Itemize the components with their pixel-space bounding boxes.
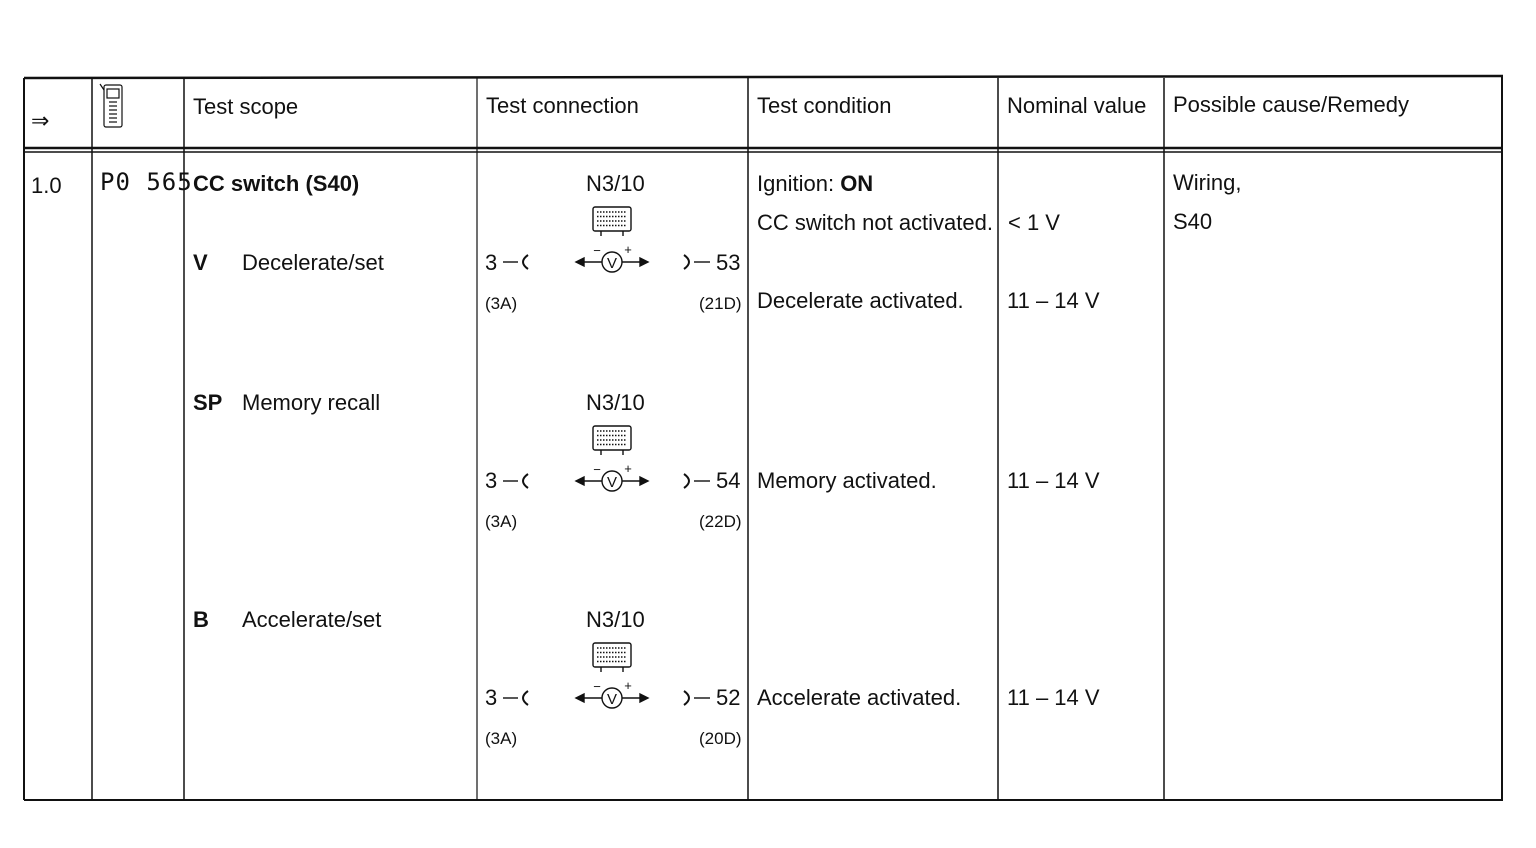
header-test-condition: Test condition xyxy=(757,93,892,118)
left-socket-icon xyxy=(523,691,528,705)
nominal-decelerate: 11 – 14 V xyxy=(1007,288,1100,313)
plus-sign: + xyxy=(624,242,632,257)
right-pin-2: 54 xyxy=(716,468,741,493)
connection-diagram-1 xyxy=(503,207,710,272)
minus-sign: − xyxy=(593,243,601,258)
right-socket-icon xyxy=(684,474,689,488)
arrow-right-icon xyxy=(640,258,648,266)
cause-wiring: Wiring, xyxy=(1173,170,1242,195)
arrow-left-icon xyxy=(576,477,584,485)
condition-ignition xyxy=(757,171,873,197)
header-possible-cause: Possible cause/Remedy xyxy=(1173,92,1410,117)
condition-decelerate: Decelerate activated. xyxy=(757,288,964,313)
left-pin-3: 3 xyxy=(485,685,498,710)
function-abbr-memory: SP xyxy=(193,390,223,415)
minus-sign: − xyxy=(593,679,601,694)
left-socket-icon xyxy=(523,255,528,269)
arrow-left-icon xyxy=(576,694,584,702)
voltmeter-symbol: V xyxy=(606,255,618,272)
arrow-left-icon xyxy=(576,258,584,266)
arrow-right-icon xyxy=(640,477,648,485)
left-pin-2: 3 xyxy=(485,468,498,493)
function-label-decelerate: Decelerate/set xyxy=(242,250,384,275)
nominal-memory: 11 – 14 V xyxy=(1007,468,1100,493)
plus-sign: + xyxy=(624,678,632,693)
nominal-accelerate: 11 – 14 V xyxy=(1007,685,1100,710)
control-module-icon xyxy=(593,643,631,667)
right-pin-1: 53 xyxy=(716,250,741,275)
function-abbr-decelerate: V xyxy=(193,250,208,275)
header-test-connection: Test connection xyxy=(486,93,639,118)
plus-sign: + xyxy=(624,461,632,476)
module-label-2: N3/10 xyxy=(586,390,645,415)
condition-accelerate: Accelerate activated. xyxy=(757,685,962,710)
left-pin-1: 3 xyxy=(485,250,498,275)
header-arrow-symbol: ⇒ xyxy=(31,108,50,133)
right-pin-3: 52 xyxy=(716,685,741,710)
function-abbr-accelerate: B xyxy=(193,607,209,632)
connection-diagram-3 xyxy=(503,643,710,708)
voltmeter-symbol: V xyxy=(606,474,618,491)
cause-switch: S40 xyxy=(1173,209,1213,234)
right-sub-3: (20D) xyxy=(699,729,742,748)
fault-code: P0 565 xyxy=(100,168,193,196)
module-label-3: N3/10 xyxy=(586,607,645,632)
ignition-value: ON xyxy=(840,171,874,196)
right-sub-1: (21D) xyxy=(699,294,742,313)
nominal-not-activated: < 1 V xyxy=(1008,210,1060,235)
condition-memory: Memory activated. xyxy=(757,468,937,493)
condition-not-activated: CC switch not activated. xyxy=(757,210,993,235)
right-socket-icon xyxy=(684,255,689,269)
function-label-accelerate: Accelerate/set xyxy=(242,607,382,632)
left-socket-icon xyxy=(523,474,528,488)
function-label-memory: Memory recall xyxy=(242,390,381,415)
step-number: 1.0 xyxy=(31,173,62,198)
left-sub-2: (3A) xyxy=(485,512,518,531)
right-sub-2: (22D) xyxy=(699,512,742,531)
ignition-label: Ignition: xyxy=(757,171,835,196)
left-sub-3: (3A) xyxy=(485,729,518,748)
header-nominal-value: Nominal value xyxy=(1007,93,1147,118)
minus-sign: − xyxy=(593,462,601,477)
control-module-icon xyxy=(593,207,631,231)
voltmeter-symbol: V xyxy=(606,691,618,708)
right-socket-icon xyxy=(684,691,689,705)
arrow-right-icon xyxy=(640,694,648,702)
connection-diagram-2 xyxy=(503,426,710,491)
control-module-icon xyxy=(593,426,631,450)
left-sub-1: (3A) xyxy=(485,294,518,313)
scope-title: CC switch (S40) xyxy=(193,171,360,196)
module-label-1: N3/10 xyxy=(586,171,645,196)
header-test-scope: Test scope xyxy=(193,94,299,119)
